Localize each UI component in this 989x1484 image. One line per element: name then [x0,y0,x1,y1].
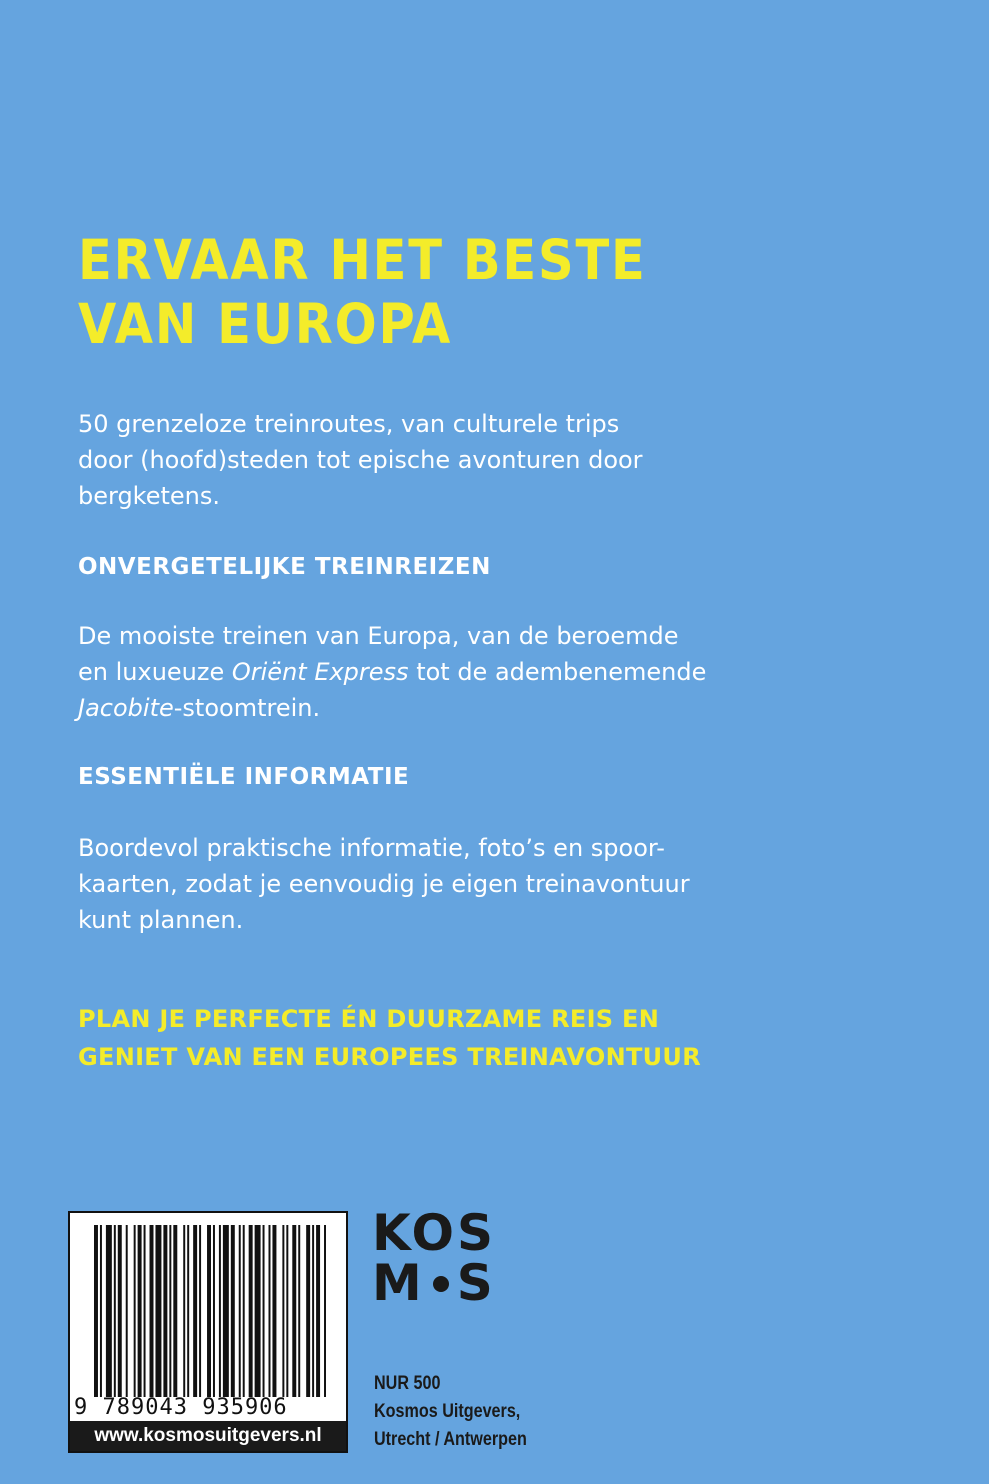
barcode-bar [324,1225,326,1397]
barcode-bar [138,1225,142,1397]
orient-express-title: Oriënt Express [231,658,409,686]
barcode-bar [155,1225,161,1397]
jacobite-title: Jacobite [78,694,174,722]
barcode-bar [243,1225,245,1397]
tagline-line-2: GENIET VAN EEN EUROPEES TREINAVONTUUR [78,1043,701,1071]
barcode-bar [150,1225,154,1397]
barcode-bar [187,1225,189,1397]
barcode-bar [94,1225,98,1397]
imprint-nur: NUR 500 [374,1373,441,1394]
intro-line-1: 50 grenzeloze treinroutes, van culturele trips [78,410,620,438]
barcode-bar [126,1225,128,1397]
intro-line-2: door (hoofd)steden tot epische avonturen door [78,446,643,474]
barcode-bar [282,1225,284,1397]
section-heading-info: ESSENTIËLE INFORMATIE [78,764,410,790]
barcode-bar [134,1225,136,1397]
barcode-bar [163,1225,167,1397]
barcode-bar [114,1225,116,1397]
title-line-2: VAN EUROPA [78,292,453,356]
barcode-bar [239,1225,241,1397]
barcode-bar [183,1225,185,1397]
page-title [78,228,647,356]
barcode-bar [223,1225,229,1397]
barcode-bar [312,1225,314,1397]
barcode-bar [100,1225,102,1397]
title-line-1: ERVAAR HET BESTE [78,228,647,292]
barcode-bar [118,1225,122,1397]
trips-line-3: Jacobite-stoomtrein. [78,694,321,722]
barcode-bar [144,1225,146,1397]
logo-dot [433,1276,449,1292]
tagline [78,1000,701,1076]
barcode-bar [316,1225,320,1397]
section-paragraph-info [78,830,690,938]
logo-row-1: KOS [372,1204,497,1262]
info-line-2: kaarten, zodat je eenvoudig je eigen treinavontuur [78,870,690,898]
barcode-bar [249,1225,253,1397]
trips-line-1: De mooiste treinen van Europa, van de beroemde [78,622,679,650]
barcode-bar [292,1225,296,1397]
barcode-bar [207,1225,211,1397]
info-line-1: Boordevol praktische informatie, foto’s en spoor- [78,834,665,862]
barcode-bar [306,1225,310,1397]
barcode-bar [263,1225,265,1397]
barcode-bar [298,1225,300,1397]
barcode-bar [286,1225,288,1397]
barcode-bar [272,1225,276,1397]
barcode-bar [255,1225,261,1397]
publisher-url: www.kosmosuitgevers.nl [70,1421,346,1451]
info-line-3: kunt plannen. [78,906,244,934]
trips-line-2: en luxueuze Oriënt Express tot de adembenemende [78,658,707,686]
section-heading-trips: ONVERGETELIJKE TREINREIZEN [78,554,491,580]
barcode-bar [193,1225,197,1397]
barcode-bars [94,1225,326,1397]
barcode-bar [199,1225,201,1397]
barcode-bar [231,1225,235,1397]
logo-row-2: M S [372,1254,496,1312]
barcode-bar [269,1225,271,1397]
intro-paragraph [78,406,643,514]
isbn-number: 9 789043 935906 [74,1395,288,1420]
imprint-location: Utrecht / Antwerpen [374,1429,527,1450]
barcode-bar [219,1225,221,1397]
imprint-publisher: Kosmos Uitgevers, [374,1401,521,1422]
barcode [68,1211,348,1453]
barcode-bar [169,1225,171,1397]
barcode-bar [106,1225,112,1397]
barcode-bar [213,1225,215,1397]
tagline-line-1: PLAN JE PERFECTE ÉN DUURZAME REIS EN [78,1005,660,1033]
kosmos-logo [372,1204,502,1312]
barcode-bar [173,1225,177,1397]
imprint [374,1370,527,1454]
section-paragraph-trips [78,618,706,726]
intro-line-3: bergketens. [78,482,221,510]
